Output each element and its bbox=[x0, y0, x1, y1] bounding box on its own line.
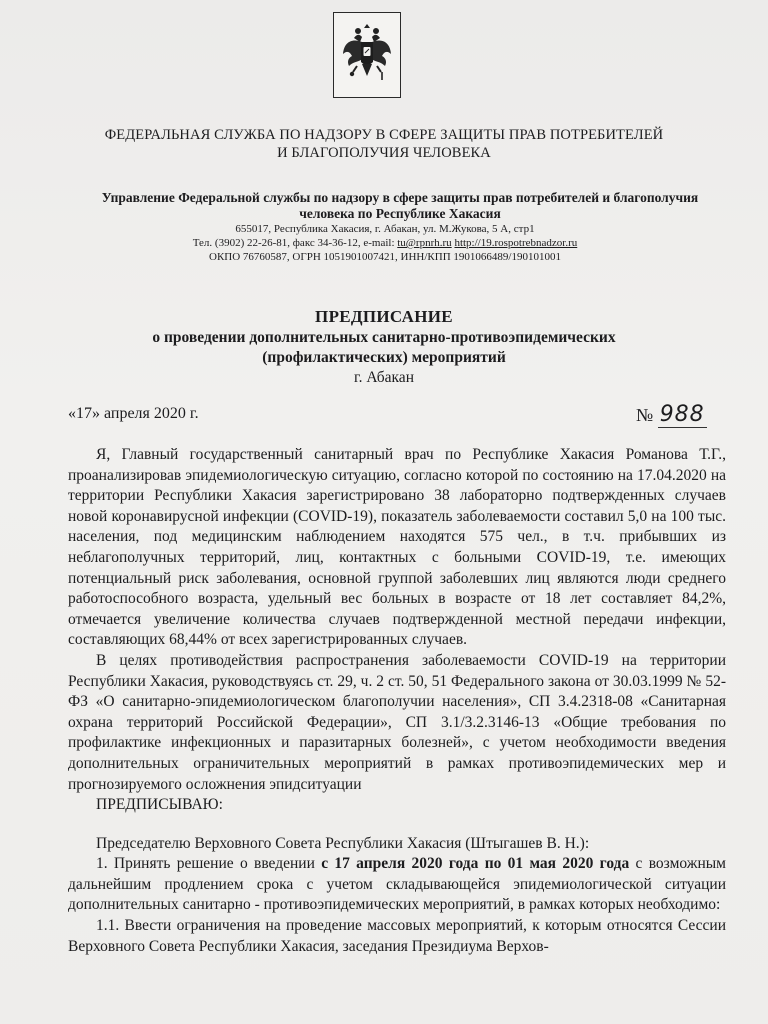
email-link[interactable]: tu@rpnrh.ru bbox=[397, 237, 452, 249]
item-1-1: 1.1. Ввести ограничения на проведение массовых мероприятий, к которым относятся Сессии Верховного Совета Республики Хакасия, заседания Президиума Верхов- bbox=[68, 917, 726, 955]
double-headed-eagle-icon bbox=[340, 20, 394, 90]
subtitle-line-2: (профилактических) мероприятий bbox=[262, 349, 506, 366]
department-name bbox=[60, 190, 740, 222]
number-handwritten: 988 bbox=[659, 402, 705, 427]
department-line-1: Управление Федеральной службы по надзору в сфере защиты прав потребителей и благополучия bbox=[101, 190, 699, 205]
item-1-end: с возможным дальнейшим продлением срока с учетом складывающейся эпидемиологической ситуации дополнительных санитарно - противоэпидемических мероприятий, в рамках которых необходимо: bbox=[68, 855, 726, 914]
website-link[interactable]: http://19.rospotrebnadzor.ru bbox=[454, 237, 578, 249]
registration-codes: ОКПО 76760587, ОГРН 1051901007421, ИНН/КПП 1901066489/190101001 bbox=[209, 251, 561, 263]
subtitle-line-1: о проведении дополнительных санитарно-противоэпидемических bbox=[152, 329, 616, 346]
agency-name bbox=[0, 126, 768, 162]
document-date: «17» апреля 2020 г. bbox=[68, 405, 199, 422]
phone-text: Тел. (3902) 22-26-81, факс 34-36-12, e-mail: bbox=[192, 237, 395, 249]
item-1-start: 1. Принять решение о введении bbox=[96, 855, 322, 873]
paragraph-situation: Я, Главный государственный санитарный врач по Республике Хакасия Романова Т.Г., проанализировав эпидемиологическую ситуацию, согласно которой по состоянию на 17.04.2020 на территории Республики Хакасия зарегистрировано 38 лабораторно подтвержденных случаев новой коронавирусной инфекции (COVID-19), показатель заболеваемости составил 5,0 на 100 тыс. населения, под медицинским наблюдением находятся 575 чел., в т.ч. прибывших из неблагополучных территорий, лиц, контактных с больными COVID-19, т.е. имеющих потенциальный риск заболевания, основной группой заболевших лиц являются люди среднего работоспособного возраста, удельный вес больных в возрасте от 18 лет составляет 84,2%, отмечается увеличение количества случаев подтвержденной местной передачи инфекции, составляющих 68,44% от всех зарегистрированных случаев. bbox=[68, 446, 726, 649]
document-subtitle bbox=[0, 328, 768, 368]
document-city: г. Абакан bbox=[353, 369, 414, 386]
department-line-2: человека по Республике Хакасия bbox=[299, 206, 501, 221]
item-1 bbox=[68, 854, 726, 916]
addressee: Председателю Верховного Совета Республики Хакасия (Штыгашев В. Н.): bbox=[96, 834, 590, 852]
phone-line bbox=[150, 236, 620, 250]
document-body bbox=[68, 445, 726, 957]
document-number bbox=[636, 402, 707, 427]
contact-block bbox=[150, 222, 620, 264]
order-heading: ПРЕДПИСЫВАЮ: bbox=[96, 796, 223, 814]
number-sign: № bbox=[636, 405, 654, 425]
agency-line-2: И БЛАГОПОЛУЧИЯ ЧЕЛОВЕКА bbox=[277, 145, 491, 161]
paragraph-legal-basis: В целях противодействия распространения заболеваемости COVID-19 на территории Республики Хакасия, руководствуясь ст. 29, ч. 2 ст. 50, 51 Федерального закона от 30.03.1999 № 52-ФЗ «О санитарно-эпидемиологическом благополучии населения», СП 3.4.2318-08 «Санитарная охрана территорий Российской Федерации», СП 3.1/3.2.3146-13 «Общие требования по профилактике инфекционных и паразитарных болезней», с учетом необходимости введения дополнительных ограничительных мероприятий в рамках противоэпидемических мер и прогнозируемого осложнения эпидситуации bbox=[68, 651, 726, 793]
address-line: 655017, Республика Хакасия, г. Абакан, ул. М.Жукова, 5 А, стр1 bbox=[235, 223, 535, 235]
emblem-frame bbox=[333, 12, 401, 98]
document-title: ПРЕДПИСАНИЕ bbox=[315, 307, 453, 326]
agency-line-1: ФЕДЕРАЛЬНАЯ СЛУЖБА ПО НАДЗОРУ В СФЕРЕ ЗАЩИТЫ ПРАВ ПОТРЕБИТЕЛЕЙ bbox=[104, 127, 664, 143]
item-1-dates: с 17 апреля 2020 года по 01 мая 2020 года bbox=[321, 855, 630, 873]
